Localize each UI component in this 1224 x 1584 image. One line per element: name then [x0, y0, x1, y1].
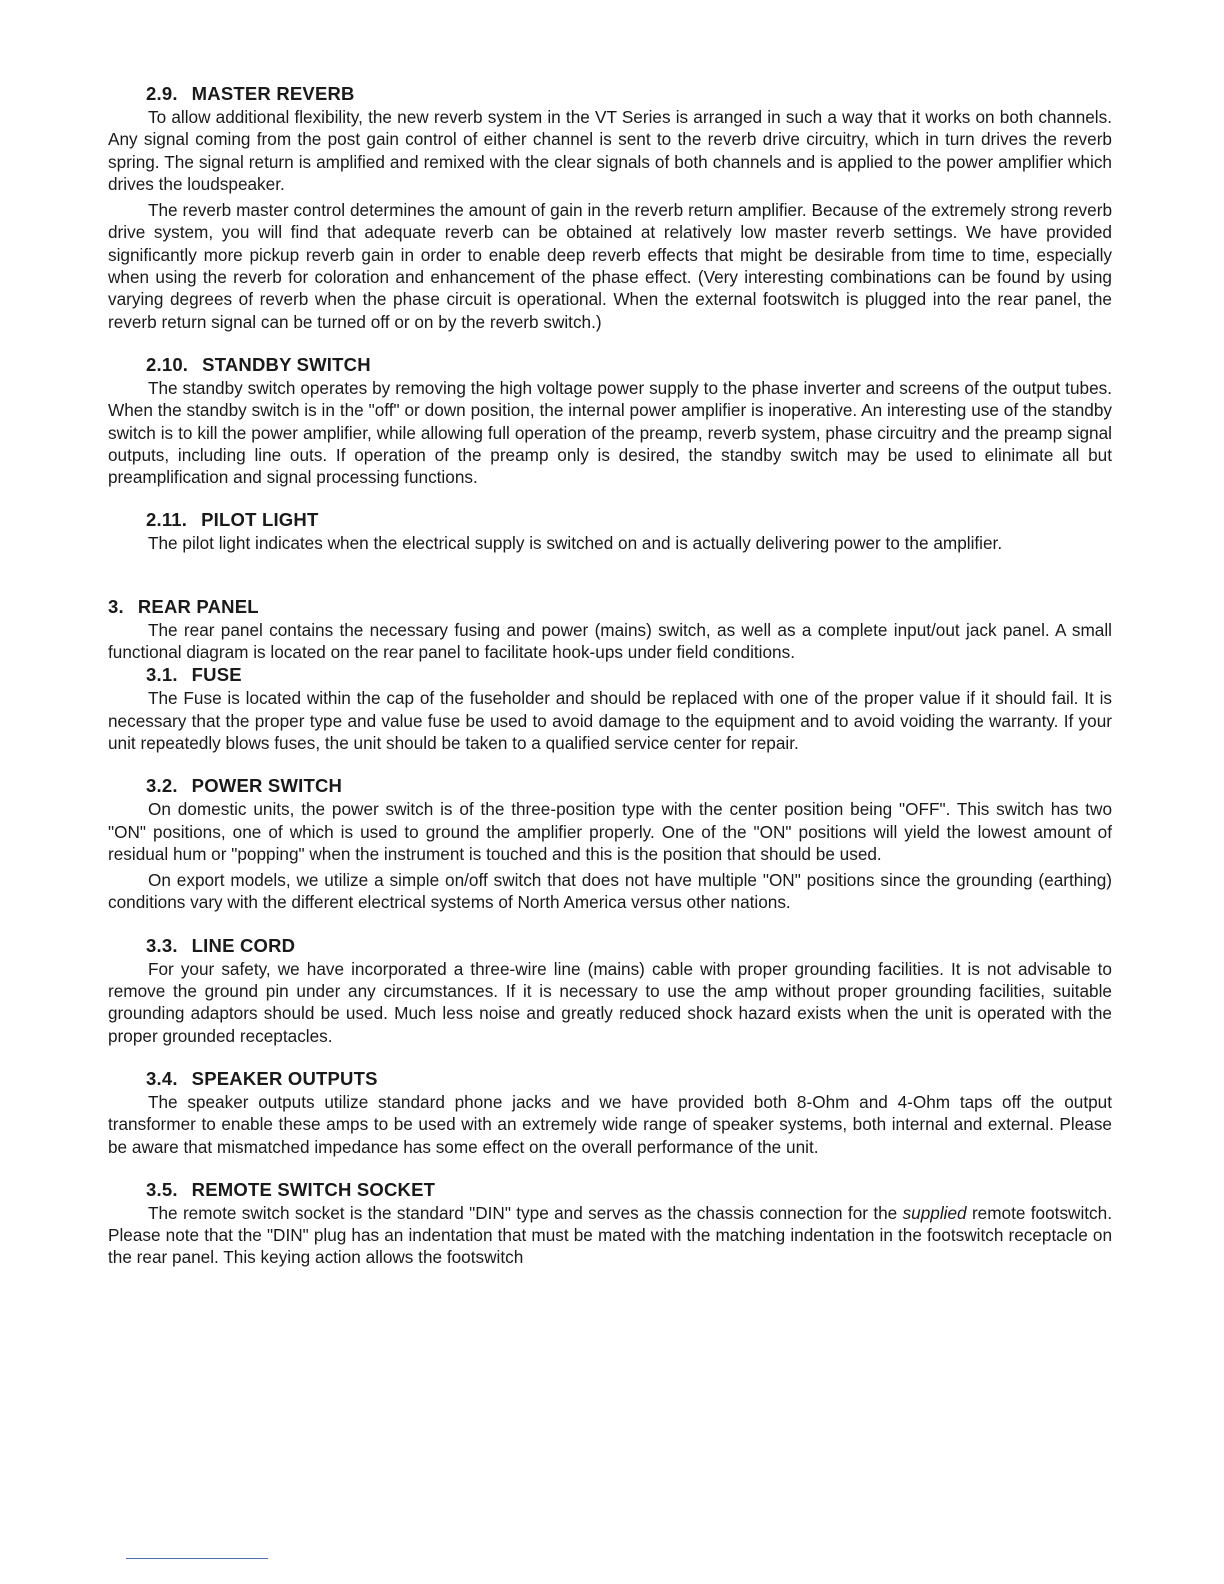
- paragraph: The reverb master control determines the amount of gain in the reverb return amplifier. Because of the extremely strong reverb drive system, you will find that adequate reverb can be obtained at relatively low master reverb settings. We have provided significantly more pickup reverb gain in order to enable deep reverb effects that might be desirable from time to time, especially when using the reverb for coloration and enhancement of the phase effect. (Very interesting combinations can be found by using varying degrees of reverb when the phase circuit is operational. When the external footswitch is plugged into the rear panel, the reverb return signal can be turned off or on by the reverb switch.): [108, 200, 1112, 332]
- section-heading: [108, 774, 1112, 798]
- paragraph: For your safety, we have incorporated a three-wire line (mains) cable with proper grounding facilities. It is not advisable to remove the ground pin under any circumstances. If it is necessary to use the amp without proper grounding facilities, suitable grounding adaptors should be used. Much less noise and greatly reduced shock hazard exists when the unit is operated with the proper grounded receptacles.: [108, 958, 1112, 1046]
- section-title: STANDBY SWITCH: [202, 353, 371, 375]
- section-fuse: [108, 663, 1112, 754]
- section-title: MASTER REVERB: [191, 83, 355, 104]
- section-master-reverb: [108, 82, 1112, 333]
- section-title: FUSE: [191, 664, 242, 686]
- section-line-cord: [108, 934, 1112, 1047]
- section-heading: [108, 508, 1112, 532]
- paragraph: The standby switch operates by removing the high voltage power supply to the phase inverter and screens of the output tubes. When the standby switch is in the "off" or down position, the internal power amplifier is inoperative. An interesting use of the standby switch is to kill the power amplifier, while allowing full operation of the preamp, reverb system, phase circuitry and the preamp signal outputs, including line outs. If operation of the preamp only is desired, the standby switch may be used to elinimate all but preamplification and signal processing functions.: [108, 377, 1112, 488]
- paragraph: [108, 1202, 1112, 1269]
- section-heading: [108, 934, 1112, 958]
- section-title: REAR PANEL: [137, 595, 259, 617]
- section-title: REMOTE SWITCH SOCKET: [191, 1178, 436, 1200]
- section-title: LINE CORD: [191, 934, 296, 956]
- paragraph: On domestic units, the power switch is of the three-position type with the center position being "OFF". This switch has two "ON" positions, one of which is used to ground the amplifier properly. One of the "ON" positions will yield the lowest amount of residual hum or "popping" when the instrument is touched and this is the position that should be used.: [108, 799, 1112, 864]
- section-number: 2.11.: [146, 509, 188, 531]
- paragraph: To allow additional flexibility, the new reverb system in the VT Series is arranged in such a way that it works on both channels. Any signal coming from the post gain control of either channel is sent to the reverb drive circuitry, which in turn drives the reverb spring. The signal return is amplified and remixed with the clear signals of both channels and is applied to the power amplifier which drives the loudspeaker.: [108, 107, 1112, 194]
- paragraph-text: The remote switch socket is the standard "DIN" type and serves as the chassis connection for the: [148, 1202, 898, 1223]
- emphasized-word: supplied: [902, 1202, 967, 1223]
- section-heading: [108, 353, 1112, 377]
- document-page: [108, 82, 1112, 1269]
- paragraph: On export models, we utilize a simple on/off switch that does not have multiple "ON" positions since the grounding (earthing) conditions vary with the different electrical systems of North America versus other nations.: [108, 870, 1112, 913]
- paragraph: The rear panel contains the necessary fusing and power (mains) switch, as well as a complete input/out jack panel. A small functional diagram is located on the rear panel to facilitate hook-ups under field conditions.: [108, 619, 1112, 663]
- section-title: POWER SWITCH: [191, 775, 343, 797]
- section-heading: [108, 595, 1112, 619]
- section-standby-switch: [108, 353, 1112, 488]
- section-power-switch: [108, 774, 1112, 913]
- section-number: 2.10.: [146, 353, 189, 375]
- section-number: 3.4.: [146, 1067, 178, 1089]
- paragraph: The speaker outputs utilize standard phone jacks and we have provided both 8-Ohm and 4-Ohm taps off the output transformer to enable these amps to be used with an extremely wide range of speaker systems, both internal and external. Please be aware that mismatched impedance has some effect on the overall performance of the unit.: [108, 1091, 1112, 1157]
- paragraph-continuation: remote footswitch. Please note that the "DIN" plug has an indentation that must be mated with the matching indentation in the footswitch receptacle on the rear panel. This keying action allows the footswitch: [108, 1202, 1112, 1268]
- paragraph: The Fuse is located within the cap of the fuseholder and should be replaced with one of the proper value if it should fail. It is necessary that the proper type and value fuse be used to avoid damage to the equipment and to avoid voiding the warranty. If your unit repeatedly blows fuses, the unit should be taken to a qualified service center for repair.: [108, 688, 1112, 753]
- footnote-divider: [126, 1558, 268, 1559]
- section-speaker-outputs: [108, 1067, 1112, 1158]
- section-number: 3.5.: [146, 1178, 178, 1200]
- paragraph: The pilot light indicates when the electrical supply is switched on and is actually delivering power to the amplifier.: [148, 533, 1003, 554]
- section-heading: [108, 663, 1112, 687]
- section-number: 3.: [108, 595, 124, 617]
- section-rear-panel: [108, 595, 1112, 664]
- section-pilot-light: [108, 508, 1112, 554]
- section-heading: [108, 1178, 1112, 1202]
- section-title: PILOT LIGHT: [201, 509, 319, 531]
- section-heading: [108, 82, 1112, 106]
- section-number: 3.2.: [146, 775, 178, 797]
- section-number: 3.3.: [146, 934, 178, 956]
- section-heading: [108, 1067, 1112, 1091]
- section-remote-switch-socket: [108, 1178, 1112, 1269]
- section-number: 2.9.: [146, 83, 178, 104]
- section-title: SPEAKER OUTPUTS: [191, 1067, 378, 1089]
- section-number: 3.1.: [146, 664, 178, 686]
